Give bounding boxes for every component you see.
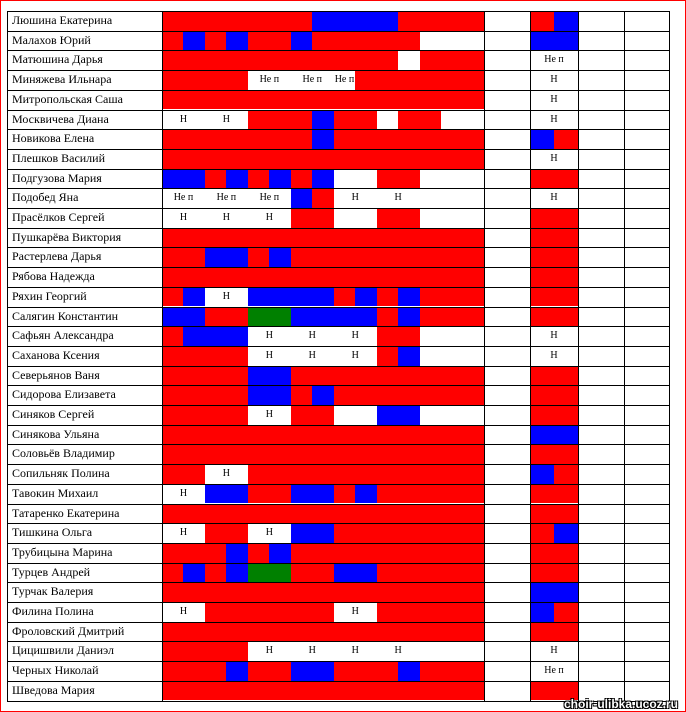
student-name: Миняжева Ильнара	[12, 72, 112, 87]
student-name: Новикова Елена	[12, 131, 95, 146]
attendance-mark: Н	[351, 606, 359, 617]
attendance-mark: Н	[394, 645, 402, 657]
student-name: Турчак Валерия	[12, 584, 94, 599]
student-name: Сафьян Александра	[12, 328, 114, 343]
student-name: Рябова Надежда	[12, 269, 95, 284]
attendance-mark: Н	[265, 409, 273, 420]
attendance-mark: Н	[351, 330, 359, 342]
student-name: Митропольская Саша	[12, 91, 123, 106]
attendance-mark: Н	[265, 330, 273, 342]
summary-mark: Не п	[544, 54, 564, 66]
watermark: choir-ulibka.ucoz.ru	[563, 697, 678, 711]
summary-mark: Н	[550, 349, 558, 361]
summary-mark: Н	[550, 152, 558, 164]
student-name: Трубицына Марина	[12, 544, 113, 559]
attendance-mark: Н	[179, 487, 188, 499]
attendance-mark: Н	[222, 468, 230, 480]
summary-mark: Н	[550, 74, 558, 86]
student-name: Саханова Ксения	[12, 347, 100, 362]
summary-mark: Не п	[544, 665, 564, 677]
student-name: Фроловский Дмитрий	[12, 623, 125, 638]
attendance-mark: Н	[265, 212, 273, 223]
summary-mark: Н	[550, 645, 558, 657]
attendance-mark: Н	[179, 113, 188, 125]
student-name: Салягин Константин	[12, 308, 119, 323]
attendance-mark: Н	[222, 290, 230, 302]
attendance-mark: Н	[351, 645, 359, 657]
attendance-mark: Не п	[334, 74, 355, 86]
student-name: Матюшина Дарья	[12, 52, 103, 67]
attendance-mark: Н	[308, 349, 316, 361]
attendance-mark: Н	[265, 645, 273, 657]
attendance-mark: Не п	[216, 192, 237, 204]
attendance-mark: Н	[265, 349, 273, 361]
student-name: Сопильняк Полина	[12, 466, 110, 481]
student-name: Подгузова Мария	[12, 170, 102, 185]
student-name: Москвичева Диана	[12, 111, 109, 126]
attendance-mark: Н	[265, 527, 273, 539]
student-name: Синякова Ульяна	[12, 426, 100, 441]
student-name: Пушкарёва Виктория	[12, 229, 122, 244]
attendance-mark: Н	[179, 606, 188, 617]
student-name: Люшина Екатерина	[12, 13, 113, 27]
attendance-mark: Н	[308, 330, 316, 342]
student-name: Подобед Яна	[12, 190, 79, 205]
student-name: Прасёлков Сергей	[12, 210, 105, 224]
attendance-mark: Не п	[259, 74, 280, 86]
summary-mark: Н	[550, 113, 558, 125]
attendance-mark: Н	[308, 645, 316, 657]
student-name: Синяков Сергей	[12, 407, 95, 421]
attendance-mark: Н	[394, 192, 402, 204]
student-name: Цицишвили Даниэл	[12, 643, 114, 658]
student-name: Малахов Юрий	[12, 32, 91, 47]
student-name: Татаренко Екатерина	[12, 505, 120, 520]
summary-mark: Н	[550, 330, 558, 342]
attendance-mark: Не п	[259, 192, 280, 204]
attendance-mark: Н	[351, 192, 359, 204]
attendance-mark: Н	[222, 113, 230, 125]
student-name: Растерлева Дарья	[12, 249, 102, 264]
student-name: Черных Николай	[12, 663, 99, 678]
student-name: Ряхин Георгий	[12, 288, 87, 303]
attendance-mark: Н	[351, 349, 359, 361]
student-name: Турцев Андрей	[12, 564, 91, 579]
attendance-mark: Н	[222, 212, 230, 223]
summary-mark: Н	[550, 93, 558, 105]
student-name: Сидорова Елизавета	[12, 387, 116, 402]
student-name: Шведова Мария	[12, 682, 95, 697]
student-name: Тишкина Ольга	[12, 525, 93, 540]
student-name: Соловьёв Владимир	[12, 446, 115, 461]
student-name: Северьянов Ваня	[12, 367, 100, 382]
attendance-mark: Не п	[302, 74, 323, 86]
student-name: Тавокин Михаил	[12, 485, 99, 500]
attendance-mark: Н	[179, 212, 188, 223]
attendance-mark: Не п	[173, 192, 194, 204]
student-name: Плешков Василий	[12, 150, 106, 165]
student-name: Филина Полина	[12, 604, 94, 618]
summary-mark: Н	[550, 192, 558, 204]
attendance-mark: Н	[179, 527, 188, 539]
